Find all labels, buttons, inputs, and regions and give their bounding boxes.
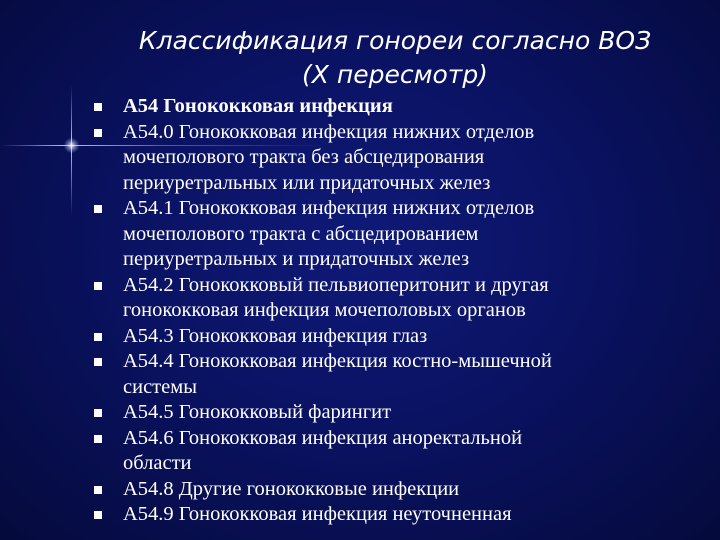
list-item-text: системы bbox=[123, 375, 197, 398]
list-item bbox=[90, 94, 710, 120]
list-item bbox=[90, 502, 710, 528]
square-bullet-icon bbox=[94, 333, 102, 341]
list-item-text: A54.5 Гонококковый фарингит bbox=[123, 401, 392, 423]
list-item-text: A54.6 Гонококковая инфекция аноректальной bbox=[123, 426, 523, 449]
list-item bbox=[90, 400, 710, 426]
classification-list bbox=[90, 94, 710, 528]
square-bullet-icon bbox=[94, 435, 102, 443]
list-item-text: A54.3 Гонококковая инфекция глаз bbox=[123, 324, 428, 347]
list-item bbox=[90, 120, 710, 197]
list-item bbox=[90, 477, 710, 503]
square-bullet-icon bbox=[94, 129, 102, 137]
list-item-text: A54.2 Гонококковый пельвиоперитонит и другая bbox=[123, 273, 549, 296]
slide-title bbox=[95, 24, 695, 92]
list-item-text: области bbox=[123, 452, 192, 474]
list-item-text: A54.4 Гонококковая инфекция костно-мышечной bbox=[123, 350, 552, 372]
square-bullet-icon bbox=[94, 358, 102, 366]
square-bullet-icon bbox=[94, 511, 102, 519]
list-item-text: гонококковая инфекция мочеполовых органов bbox=[123, 299, 526, 321]
list-item-text: мочеполового тракта без абсцедирования bbox=[123, 146, 485, 168]
list-item-text: мочеполового тракта с абсцедированием bbox=[123, 222, 479, 245]
list-item-text: периуретральных и придаточных желез bbox=[123, 248, 470, 270]
list-item-text: A54.9 Гонококковая инфекция неуточненная bbox=[123, 503, 512, 525]
sparkle-cross-decoration bbox=[64, 138, 79, 153]
list-item-text: A54.8 Другие гонококковые инфекции bbox=[123, 477, 460, 500]
list-item-text: A54.0 Гонококковая инфекция нижних отделов bbox=[123, 120, 535, 143]
list-item bbox=[90, 273, 710, 324]
list-item-text: периуретральных или придаточных желез bbox=[123, 171, 491, 194]
list-item-text: A54 Гонококковая инфекция bbox=[123, 95, 393, 117]
square-bullet-icon bbox=[94, 205, 102, 213]
square-bullet-icon bbox=[94, 486, 102, 494]
list-item bbox=[90, 196, 710, 273]
square-bullet-icon bbox=[94, 103, 102, 111]
list-item bbox=[90, 426, 710, 477]
list-item-text: A54.1 Гонококковая инфекция нижних отделов bbox=[123, 197, 535, 219]
square-bullet-icon bbox=[94, 282, 102, 290]
slide-title-line: (X пересмотр) bbox=[302, 60, 488, 89]
slide-title-line: Классификация гонореи согласно ВОЗ bbox=[138, 26, 652, 55]
list-item bbox=[90, 324, 710, 350]
square-bullet-icon bbox=[94, 409, 102, 417]
list-item bbox=[90, 349, 710, 400]
